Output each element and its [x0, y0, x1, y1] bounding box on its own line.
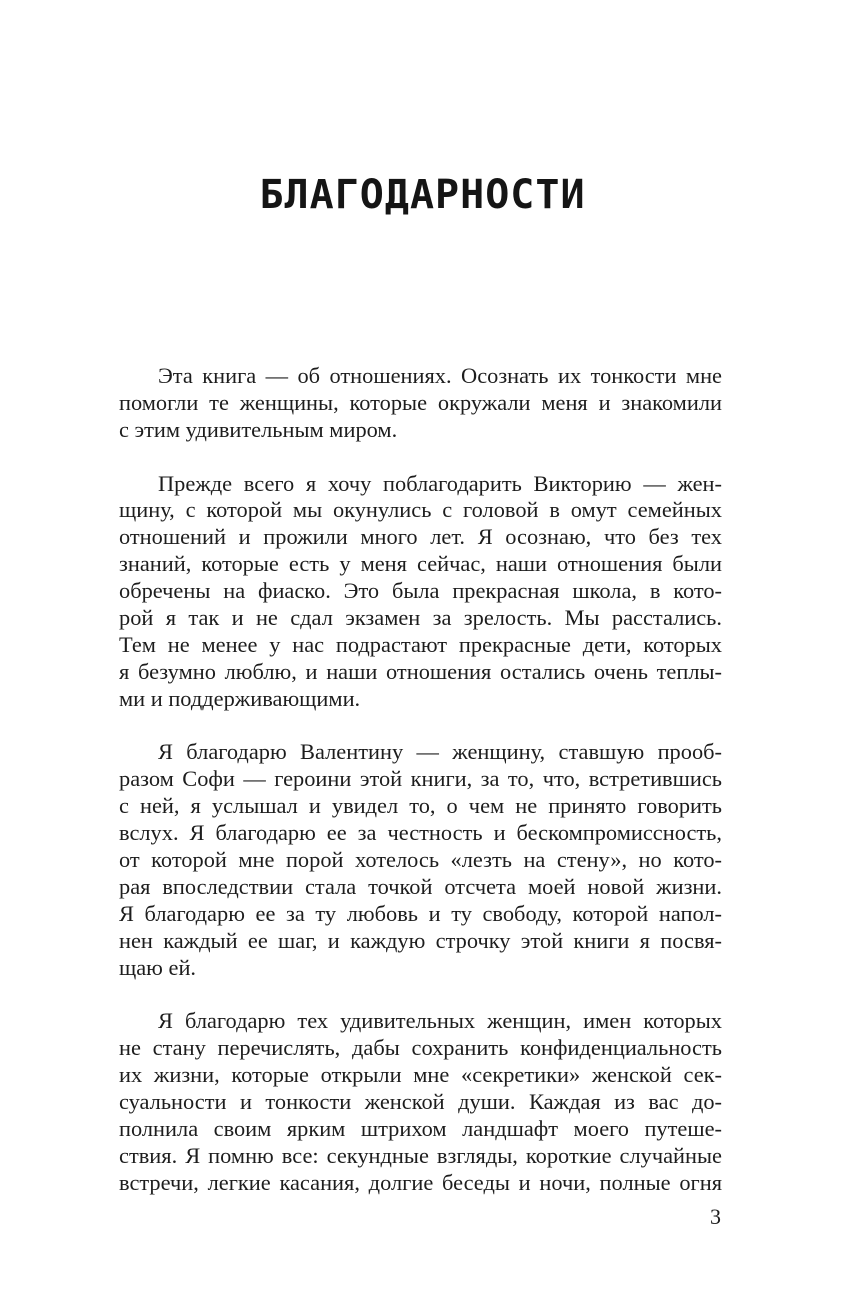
- text-line: Я благодарю Валентину — женщину, ставшую прооб-: [158, 739, 722, 765]
- text-line: помогли те женщины, которые окружали меня и знакомили: [119, 389, 722, 415]
- text-line: ствия. Я помню все: секундные взгляды, короткие случайные: [119, 1142, 722, 1168]
- text-line: нен каждый ее шаг, и каждую строчку этой книги я посвя-: [119, 927, 722, 953]
- text-line: суальности и тонкости женской души. Каждая из вас до-: [119, 1089, 722, 1115]
- text-line: знаний, которые есть у меня сейчас, наши отношения были: [119, 551, 722, 577]
- page-number: 3: [710, 1204, 721, 1229]
- paragraph-2: [119, 471, 722, 713]
- text-line: отношений и прожили много лет. Я осознаю, что без тех: [119, 524, 722, 550]
- text-line: не стану перечислять, дабы сохранить конфиденциальность: [119, 1035, 722, 1061]
- text-line: их жизни, которые открыли мне «секретики» женской сек-: [119, 1062, 722, 1088]
- text-line: разом Софи — героини этой книги, за то, что, встретившись: [119, 766, 722, 792]
- text-line: рой я так и не сдал экзамен за зрелость. Мы расстались.: [119, 605, 722, 631]
- text-line: я безумно люблю, и наши отношения остались очень теплы-: [119, 658, 722, 684]
- text-line: щаю ей.: [119, 954, 197, 980]
- body-text: [119, 363, 722, 1224]
- paragraph-3: [119, 739, 722, 981]
- text-line: ми и поддерживающими.: [119, 685, 361, 711]
- text-line: рая впоследствии стала точкой отсчета моей новой жизни.: [119, 873, 722, 899]
- text-line: с ней, я услышал и увидел то, о чем не принято говорить: [119, 793, 722, 819]
- paragraph-4: [119, 1008, 722, 1196]
- text-line: Тем не менее у нас подрастают прекрасные дети, которых: [119, 631, 722, 657]
- text-line: от которой мне порой хотелось «лезть на стену», но кото-: [119, 847, 722, 873]
- text-line: Я благодарю ее за ту любовь и ту свободу, которой напол-: [119, 900, 722, 926]
- text-line: вслух. Я благодарю ее за честность и бескомпромиссность,: [119, 820, 722, 846]
- text-line: полнила своим ярким штрихом ландшафт моего путеше-: [119, 1115, 722, 1141]
- text-line: обречены на фиаско. Это была прекрасная школа, в кото-: [119, 578, 722, 604]
- text-line: встречи, легкие касания, долгие беседы и ночи, полные огня: [119, 1169, 722, 1195]
- text-line: щину, с которой мы окунулись с головой в омут семейных: [119, 497, 722, 523]
- page-title: БЛАГОДАРНОСТИ: [259, 172, 586, 218]
- text-line: Эта книга — об отношениях. Осознать их тонкости мне: [158, 363, 722, 388]
- text-line: с этим удивительным миром.: [119, 416, 398, 442]
- text-line: Я благодарю тех удивительных женщин, имен которых: [158, 1008, 722, 1034]
- paragraph-1: [119, 363, 722, 444]
- text-line: Прежде всего я хочу поблагодарить Викторию — жен-: [158, 470, 722, 496]
